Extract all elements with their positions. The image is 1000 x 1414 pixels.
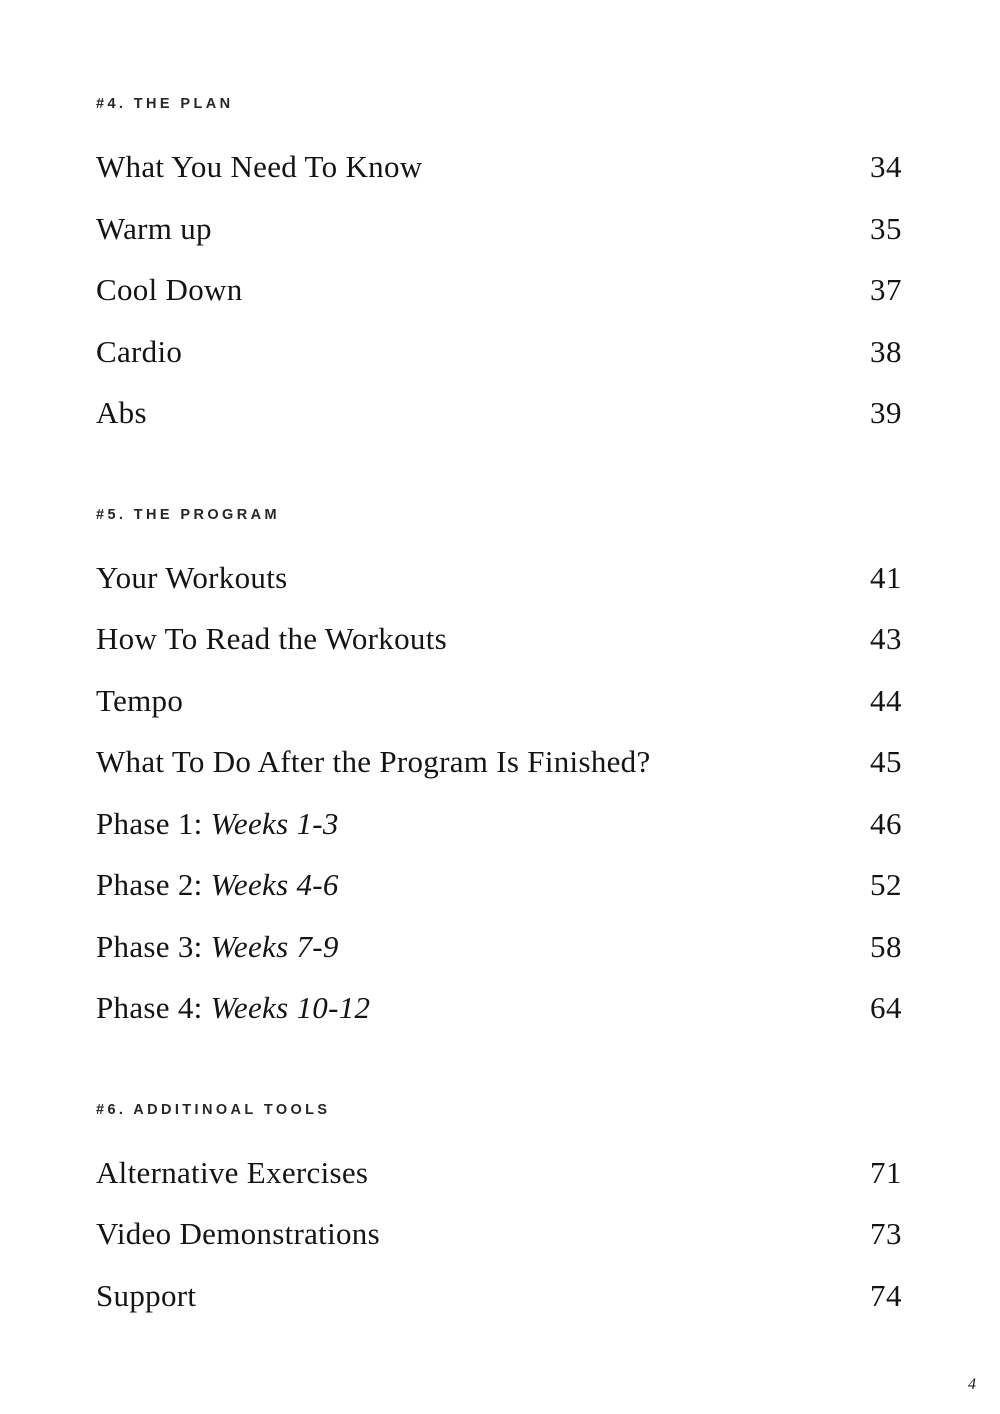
- toc-row[interactable]: [96, 608, 902, 670]
- page-number-folio: 4: [968, 1376, 976, 1393]
- toc-item-title: Phase 2: Weeks 4-6: [96, 867, 339, 903]
- toc-row[interactable]: [96, 198, 902, 260]
- section-rows: [96, 547, 902, 1039]
- toc-item-page: 58: [870, 928, 902, 964]
- toc-item-title: Video Demonstrations: [96, 1216, 380, 1252]
- toc-item-title: Tempo: [96, 682, 184, 718]
- toc-item-page: 74: [870, 1277, 902, 1313]
- section-heading: #6. ADDITINOAL TOOLS: [96, 1101, 331, 1118]
- toc-item-page: 71: [870, 1154, 902, 1190]
- toc-row[interactable]: [96, 731, 902, 793]
- toc-item-page: 43: [870, 621, 902, 657]
- toc-item-page: 45: [870, 744, 902, 780]
- toc-row[interactable]: [96, 259, 902, 321]
- toc-item-title: What You Need To Know: [96, 149, 423, 185]
- toc-row[interactable]: [96, 854, 902, 916]
- toc-item-title: Cardio: [96, 333, 183, 369]
- toc-item-title: Warm up: [96, 210, 212, 246]
- toc-row[interactable]: [96, 916, 902, 978]
- section-heading: #5. THE PROGRAM: [96, 506, 280, 523]
- toc-row[interactable]: [96, 1203, 902, 1265]
- toc-row[interactable]: [96, 977, 902, 1039]
- toc-row[interactable]: [96, 136, 902, 198]
- toc-item-title: Phase 3: Weeks 7-9: [96, 928, 339, 964]
- toc-item-title-italic: Weeks 10-12: [210, 990, 371, 1026]
- toc-item-page: 37: [870, 272, 902, 308]
- toc-row[interactable]: [96, 547, 902, 609]
- toc-item-title: Phase 1: Weeks 1-3: [96, 805, 339, 841]
- toc-row[interactable]: [96, 793, 902, 855]
- toc-item-page: 39: [870, 395, 902, 431]
- toc-item-title: Your Workouts: [96, 559, 288, 595]
- section-heading: #4. THE PLAN: [96, 96, 234, 112]
- toc-item-title: Phase 4: Weeks 10-12: [96, 990, 371, 1026]
- toc-item-page: 38: [870, 333, 902, 369]
- toc-item-page: 44: [870, 682, 902, 718]
- toc-item-page: 52: [870, 867, 902, 903]
- toc-item-page: 46: [870, 805, 902, 841]
- toc-section-the-program: [96, 507, 902, 1039]
- toc-item-title-italic: Weeks 7-9: [210, 928, 339, 964]
- toc-section-the-plan: [96, 96, 902, 444]
- toc-item-title: Abs: [96, 395, 147, 431]
- toc-item-title-italic: Weeks 4-6: [210, 867, 339, 903]
- toc-item-page: 64: [870, 990, 902, 1026]
- section-rows: [96, 136, 902, 444]
- section-rows: [96, 1142, 902, 1327]
- toc-item-page: 34: [870, 149, 902, 185]
- toc-item-title: What To Do After the Program Is Finished?: [96, 744, 651, 780]
- toc-section-additional-tools: [96, 1102, 902, 1327]
- toc-item-title: Alternative Exercises: [96, 1154, 369, 1190]
- toc-row[interactable]: [96, 1265, 902, 1327]
- toc-item-title: Cool Down: [96, 272, 243, 308]
- toc-item-title: Support: [96, 1277, 197, 1313]
- toc-item-page: 35: [870, 210, 902, 246]
- toc-item-title-italic: Weeks 1-3: [210, 805, 339, 841]
- toc-item-page: 41: [870, 559, 902, 595]
- toc-item-title: How To Read the Workouts: [96, 621, 447, 657]
- toc-row[interactable]: [96, 670, 902, 732]
- toc-row[interactable]: [96, 321, 902, 383]
- toc-row[interactable]: [96, 382, 902, 444]
- toc-row[interactable]: [96, 1142, 902, 1204]
- toc-item-page: 73: [870, 1216, 902, 1252]
